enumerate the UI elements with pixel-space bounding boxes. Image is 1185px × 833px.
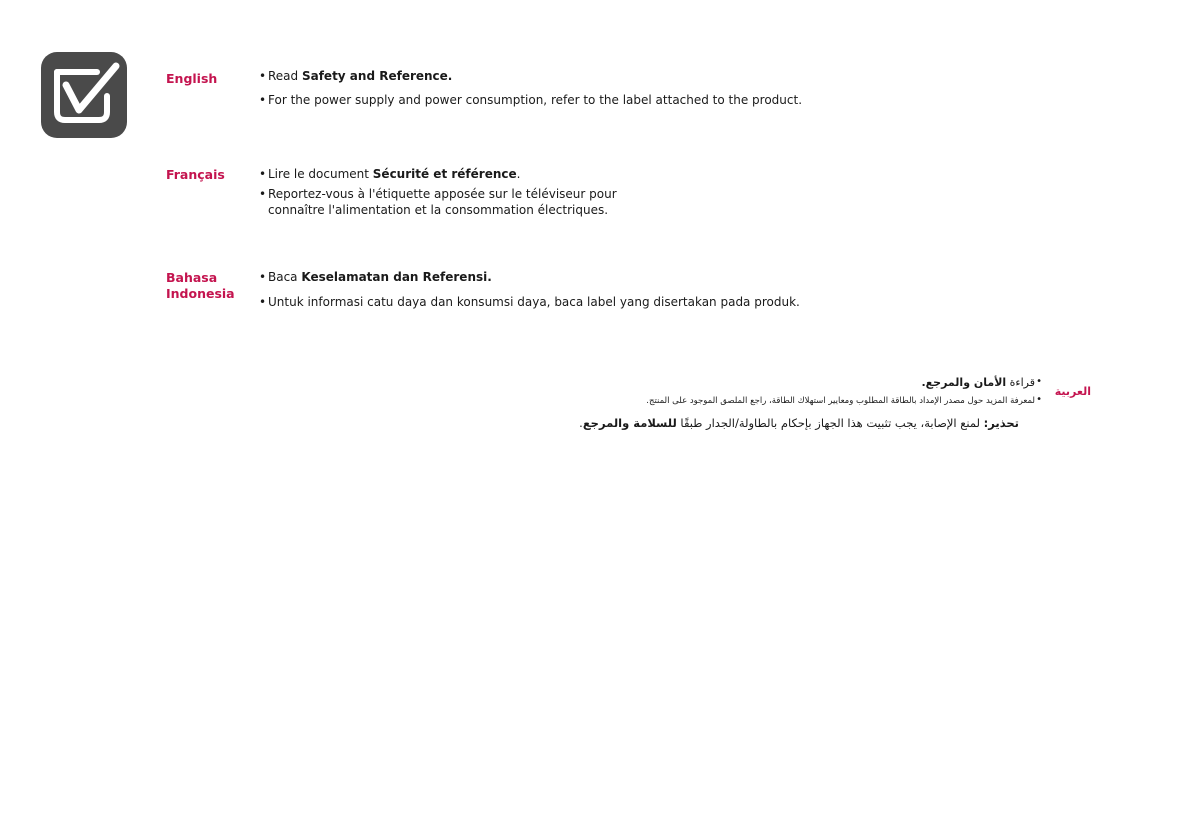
language-label-french: Français	[166, 167, 225, 182]
arabic-bullet-power: لمعرفة المزيد حول مصدر الإمداد بالطاقة المطلوب ومعايير استهلاك الطاقة، راجع الملصق الموجود على المنتج.	[646, 396, 1035, 406]
language-label-english: English	[166, 71, 218, 86]
arabic-warning: تحذير: لمنع الإصابة، يجب تثبيت هذا الجهاز بإحكام بالطاولة/الجدار طبقًا للسلامة والمرجع.	[579, 416, 1019, 430]
indonesian-section	[259, 269, 800, 310]
checkbox-icon	[41, 52, 127, 138]
english-bullet-safety: • Read Safety and Reference.	[259, 68, 802, 84]
arabic-bullet-safety: قراءة الأمان والمرجع.	[921, 376, 1035, 389]
english-section	[259, 68, 802, 108]
arabic-bullet-marker-1: •	[1036, 376, 1042, 387]
language-label-arabic: العربية	[1054, 385, 1091, 398]
french-bullet-power: • Reportez-vous à l'étiquette apposée sur le téléviseur pour connaître l'alimentation et la consommation électriques.	[259, 186, 617, 218]
language-label-indonesian: Bahasa Indonesia	[166, 270, 235, 301]
english-bullet-power: • For the power supply and power consumption, refer to the label attached to the product.	[259, 92, 802, 108]
arabic-bullet-marker-2: •	[1036, 394, 1042, 405]
french-section	[259, 166, 617, 218]
indonesian-bullet-power: • Untuk informasi catu daya dan konsumsi daya, baca label yang disertakan pada produk.	[259, 294, 800, 310]
french-bullet-safety: • Lire le document Sécurité et référence.	[259, 166, 617, 182]
indonesian-bullet-safety: • Baca Keselamatan dan Referensi.	[259, 269, 800, 285]
